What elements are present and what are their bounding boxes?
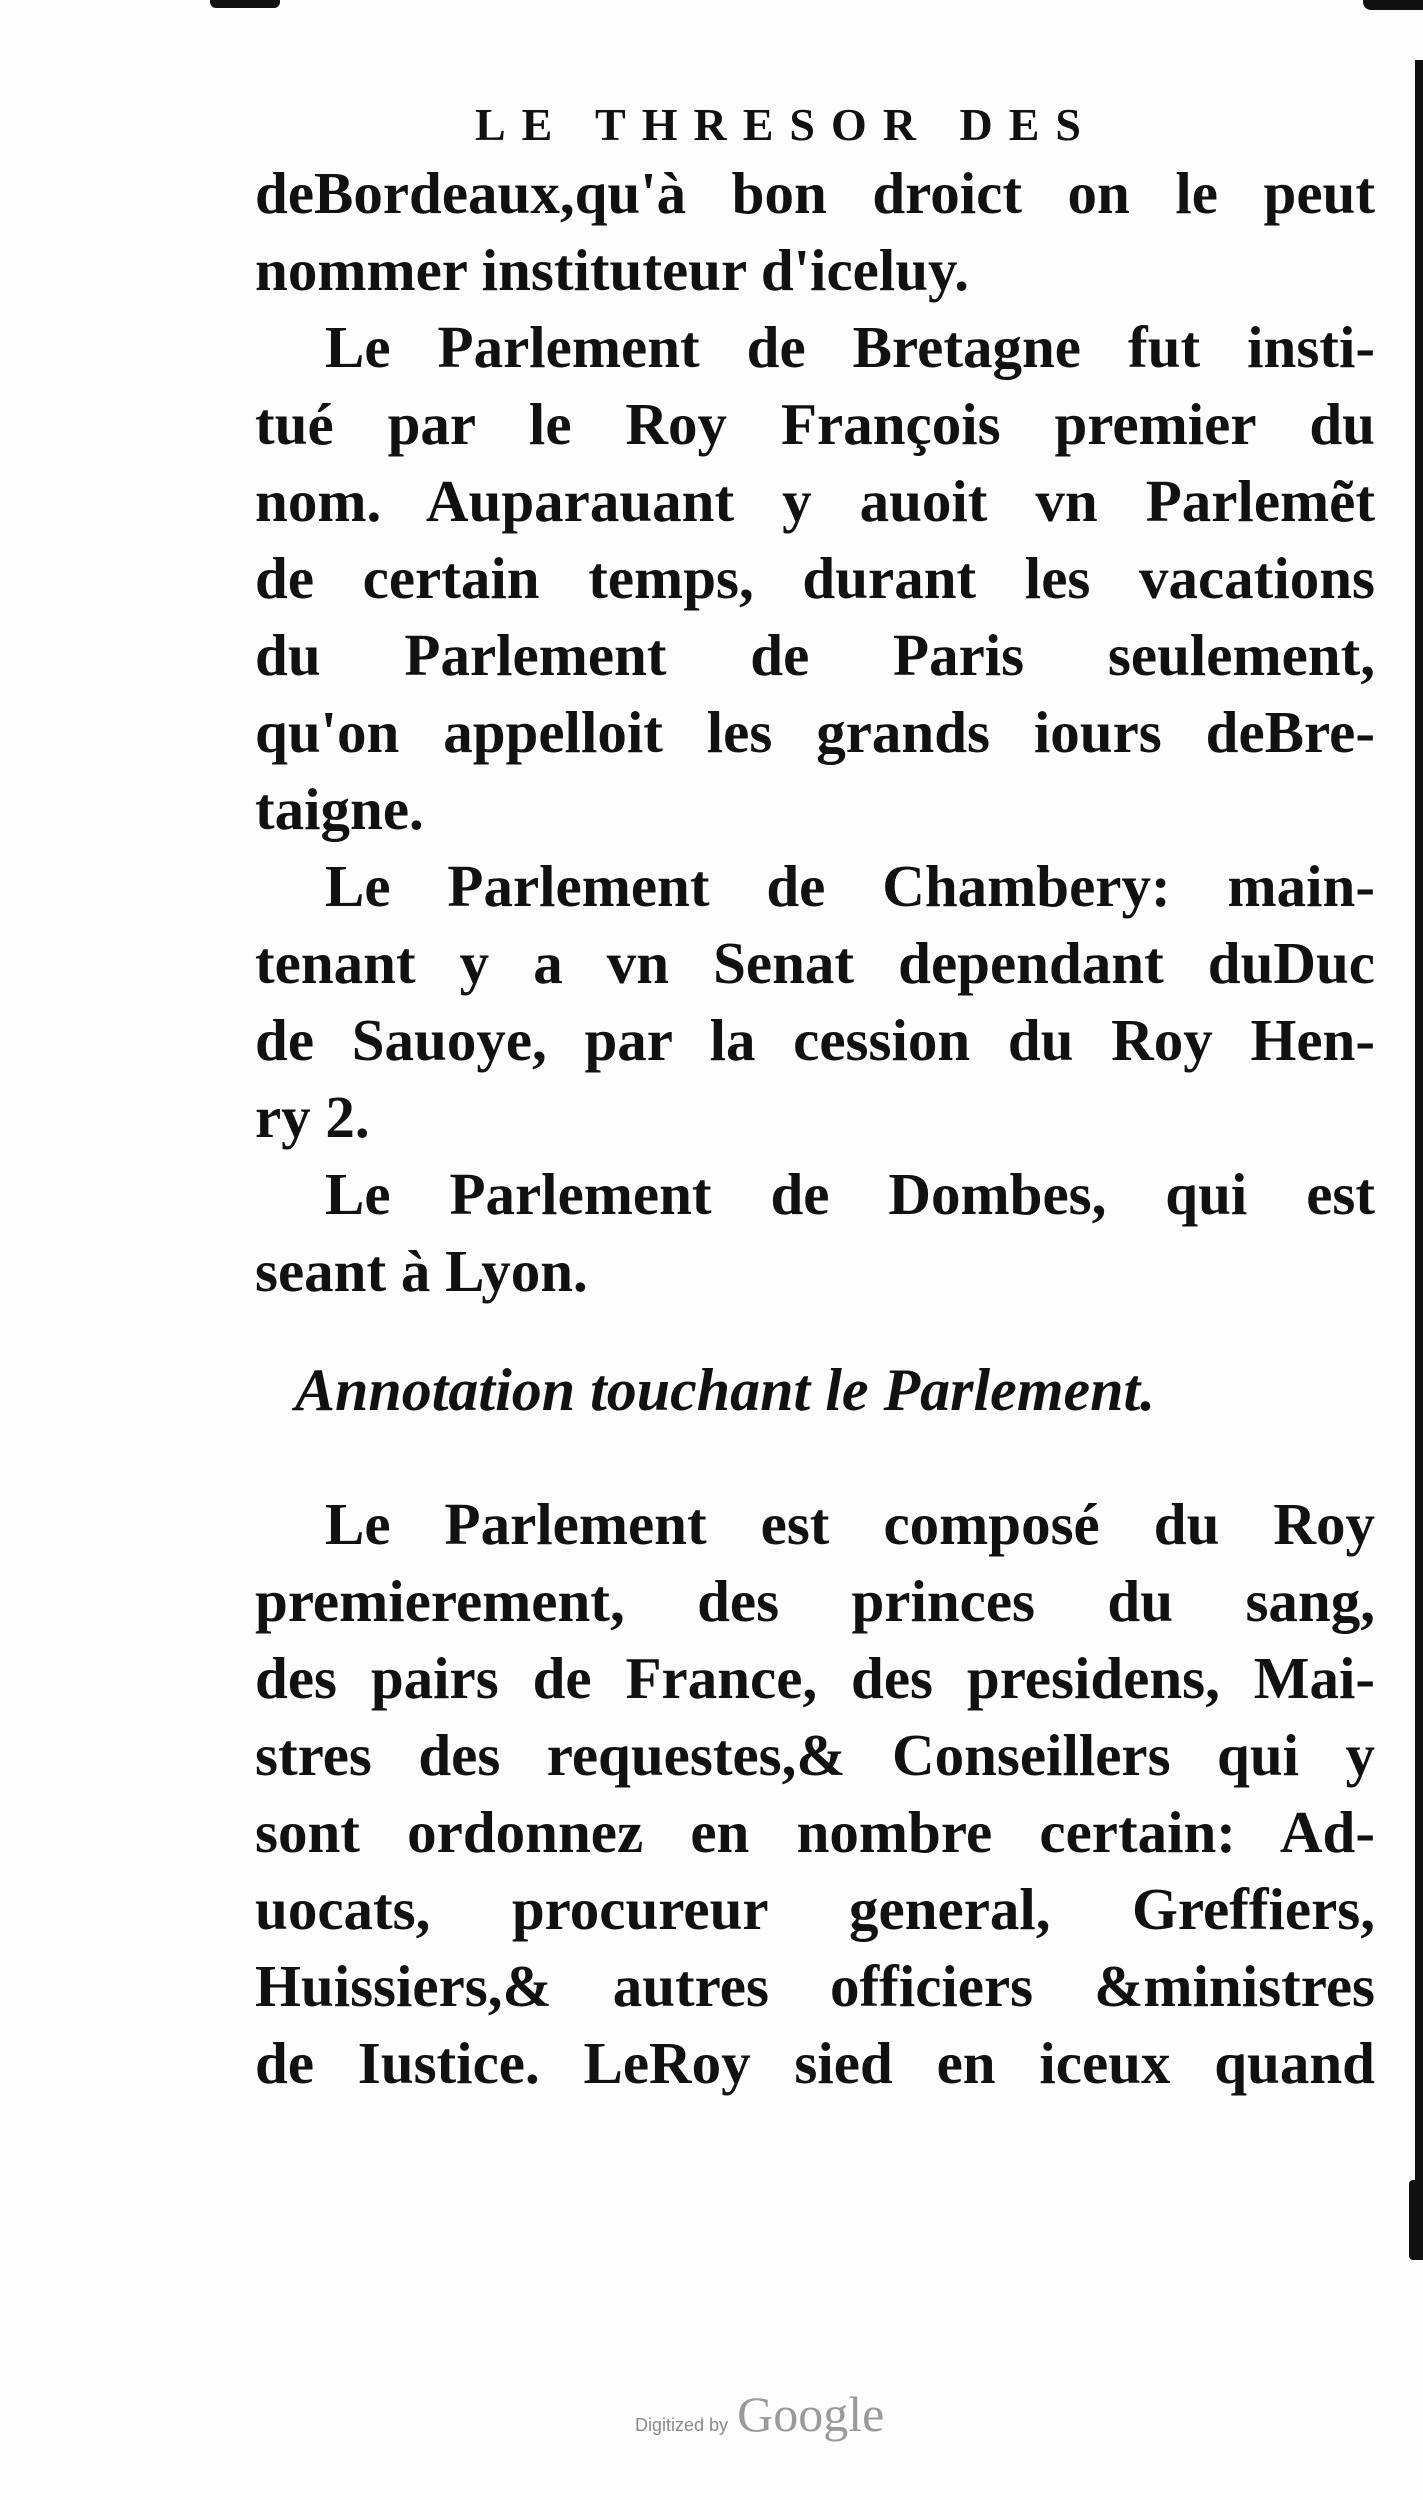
text-line: qu'on appelloit les grands iours deBre- [255, 699, 1375, 765]
text-line: sont ordonnez en nombre certain: Ad- [255, 1799, 1375, 1865]
text-line: de Iustice. LeRoy sied en iceux quand [255, 2030, 1375, 2096]
text-line: nom. Auparauant y auoit vn Parlemẽt [255, 468, 1375, 534]
binding-edge [1415, 60, 1423, 2190]
watermark-prefix: Digitized by [635, 2415, 729, 2435]
page-edge-mark [1363, 0, 1423, 10]
text-line: deBordeaux,qu'à bon droict on le peut [255, 160, 1375, 226]
section-2 [255, 1486, 1375, 2102]
text-line: de certain temps, durant les vacations [255, 545, 1375, 611]
text-line: seant à Lyon. [255, 1238, 588, 1304]
digitization-watermark [635, 2385, 884, 2445]
text-line: des pairs de France, des presidens, Mai- [255, 1645, 1375, 1711]
text-line: premierement, des princes du sang, [255, 1568, 1375, 1634]
text-line: ry 2. [255, 1084, 370, 1150]
text-line: du Parlement de Paris seulement, [255, 622, 1375, 688]
page-edge-mark [210, 0, 280, 8]
text-line: Le Parlement de Dombes, qui est [325, 1161, 1375, 1227]
text-line: Le Parlement est composé du Roy [325, 1491, 1375, 1557]
text-line: stres des requestes,& Conseillers qui y [255, 1722, 1375, 1788]
text-block [255, 95, 1375, 2102]
text-line: Le Parlement de Chambery: main- [325, 853, 1375, 919]
text-line: Huissiers,& autres officiers &ministres [255, 1953, 1375, 2019]
text-line: tué par le Roy François premier du [255, 391, 1375, 457]
text-line: de Sauoye, par la cession du Roy Hen- [255, 1007, 1375, 1073]
text-line: Le Parlement de Bretagne fut insti- [325, 314, 1375, 380]
text-line: taigne. [255, 776, 424, 842]
watermark-brand: Google [737, 2386, 885, 2442]
section-heading: Annotation touchant le Parlement. [295, 1357, 1156, 1423]
section-1 [255, 155, 1375, 1310]
running-head: LE THRESOR DES [475, 99, 1097, 150]
text-line: uocats, procureur general, Greffiers, [255, 1876, 1375, 1942]
text-line: nommer instituteur d'iceluy. [255, 237, 970, 303]
heading-container [255, 1310, 1375, 1480]
page-edge-mark [1409, 2180, 1423, 2260]
text-line: tenant y a vn Senat dependant duDuc [255, 930, 1375, 996]
